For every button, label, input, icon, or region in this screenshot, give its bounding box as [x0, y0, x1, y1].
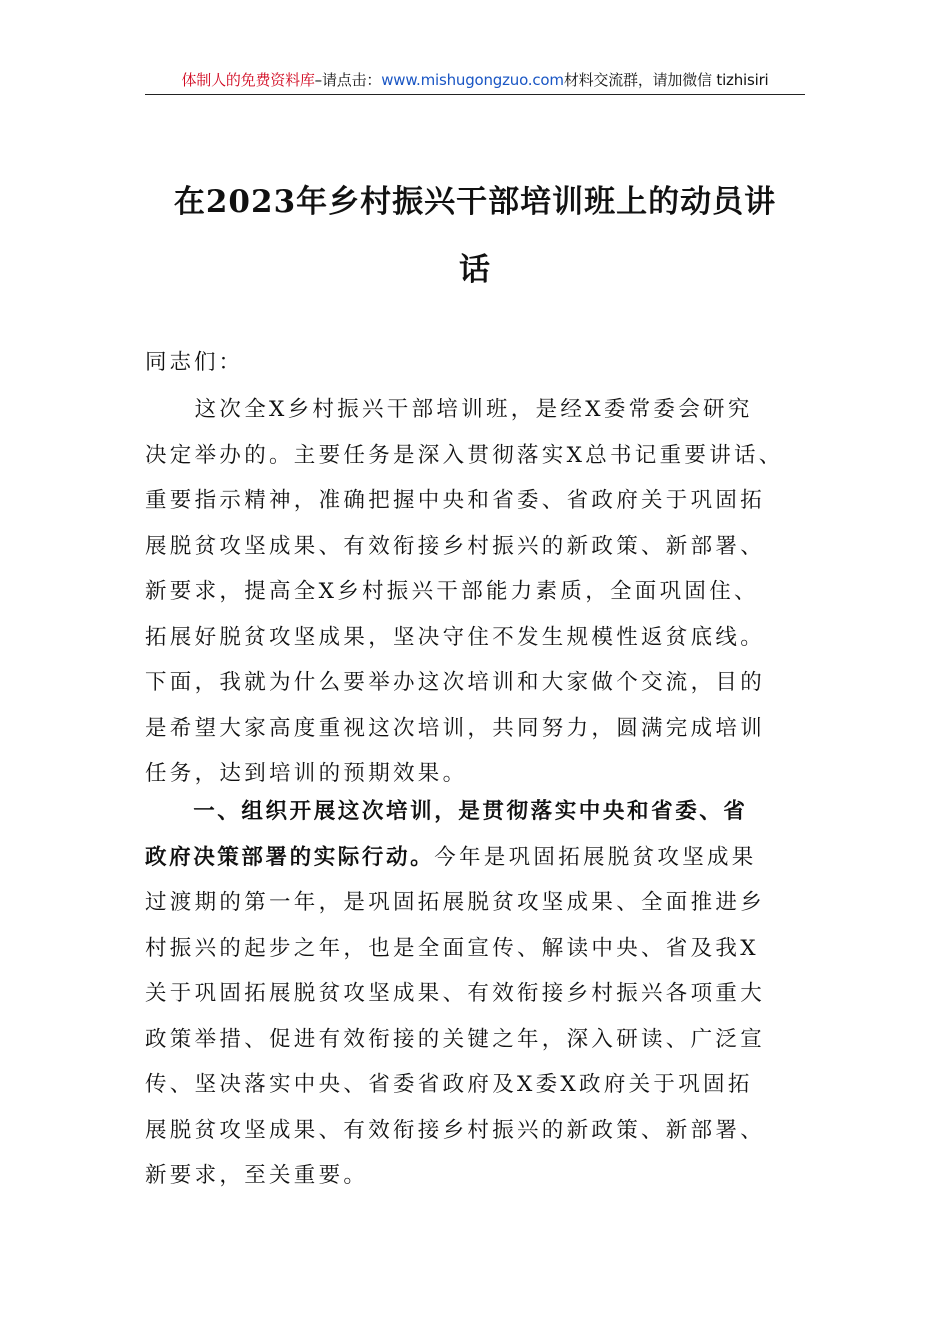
paragraph-line: 重要指示精神，准确把握中央和省委、省政府关于巩固拓: [145, 488, 766, 513]
header-link[interactable]: www.mishugongzuo.com: [381, 71, 564, 89]
paragraph-line: 拓展好脱贫攻坚成果，坚决守住不发生规模性返贫底线。: [145, 624, 766, 650]
document-title-line-2: 话: [459, 252, 491, 288]
section-heading-line: 一、组织开展这次培训，是贯彻落实中央和省委、省: [145, 799, 748, 824]
paragraph-line: 新要求，提高全X乡村振兴干部能力素质，全面巩固住、: [145, 579, 759, 604]
salutation: 同志们：: [145, 350, 244, 375]
document-title-line-1: 在2023年乡村振兴干部培训班上的动员讲: [173, 184, 777, 220]
paragraph-line: 下面，我就为什么要举办这次培训和大家做个交流，目的: [145, 670, 766, 695]
paragraph-line: 村振兴的起步之年，也是全面宣传、解读中央、省及我X: [145, 935, 759, 961]
paragraph-line: [145, 835, 815, 881]
paragraph-text: 今年是巩固拓展脱贫攻坚成果: [434, 844, 757, 870]
paragraph-1: [145, 387, 815, 797]
paragraph-line: 新要求，至关重要。: [145, 1163, 369, 1188]
page-header: [145, 66, 805, 95]
paragraph-line: 政策举措、促进有效衔接的关键之年，深入研读、广泛宣: [145, 1026, 766, 1052]
header-prompt: –请点击：: [314, 71, 382, 89]
header-note: 材料交流群，请加微信 tizhisiri: [563, 71, 769, 89]
paragraph-line: 决定举办的。主要任务是深入贯彻落实X总书记重要讲话、: [145, 442, 784, 468]
paragraph-line: 关于巩固拓展脱贫攻坚成果、有效衔接乡村振兴各项重大: [145, 981, 766, 1006]
paragraph-line: 是希望大家高度重视这次培训，共同努力，圆满完成培训: [145, 715, 766, 741]
paragraph-line: 这次全X乡村振兴干部培训班，是经X委常委会研究: [145, 397, 753, 422]
paragraph-line: 展脱贫攻坚成果、有效衔接乡村振兴的新政策、新部署、: [145, 1117, 766, 1143]
paragraph-line: 任务，达到培训的预期效果。: [145, 761, 468, 786]
section-heading-end: 政府决策部署的实际行动。: [145, 844, 435, 870]
header-brand: 体制人的免费资料库: [181, 71, 315, 89]
paragraph-line: 过渡期的第一年，是巩固拓展脱贫攻坚成果、全面推进乡: [145, 890, 766, 915]
paragraph-line: 展脱贫攻坚成果、有效衔接乡村振兴的新政策、新部署、: [145, 533, 766, 559]
paragraph-line: 传、坚决落实中央、省委省政府及X委X政府关于巩固拓: [145, 1072, 753, 1097]
paragraph-2: [145, 789, 815, 1199]
